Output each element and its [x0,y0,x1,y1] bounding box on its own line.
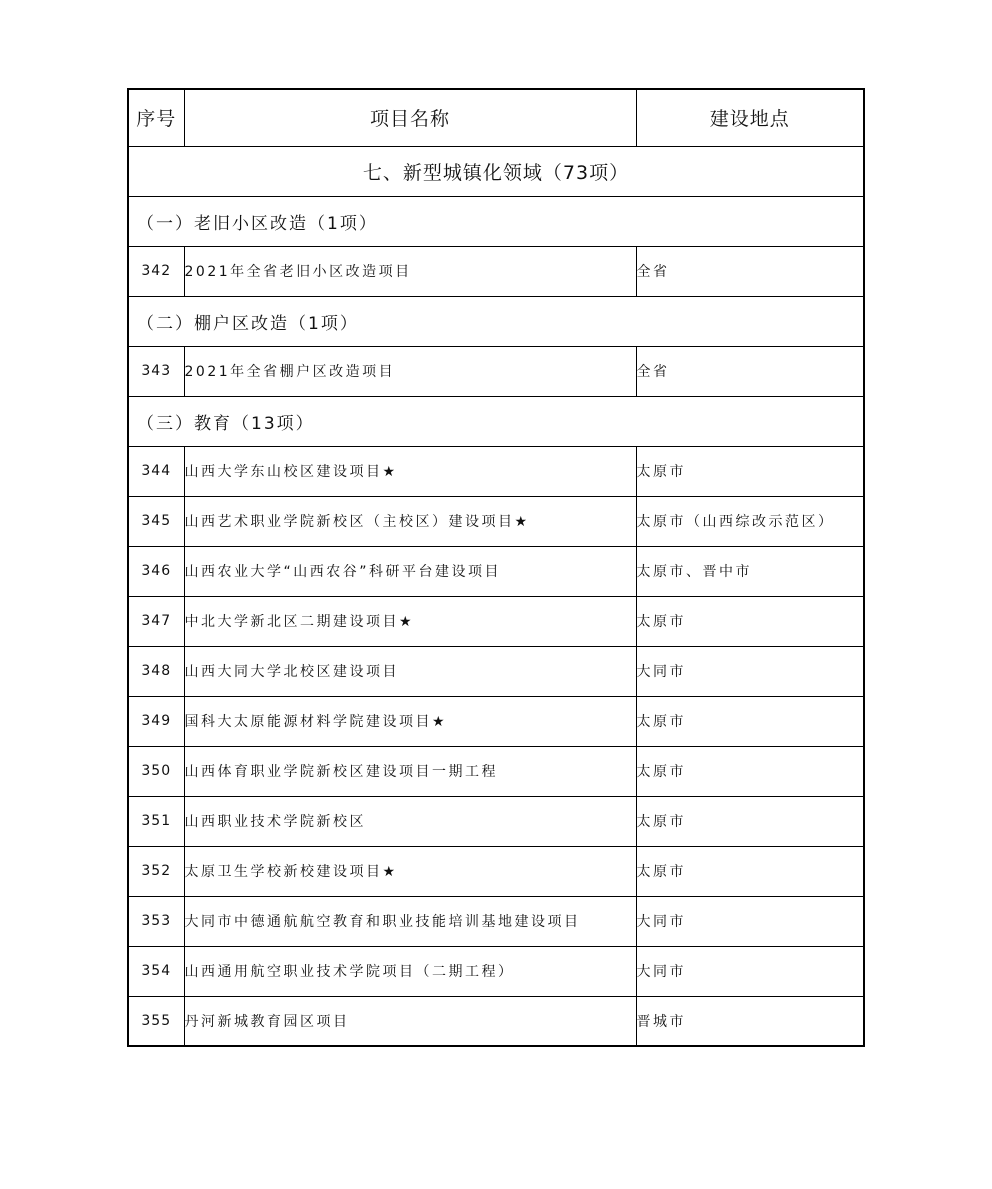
row-number: 354 [128,946,184,996]
project-location: 大同市 [636,896,864,946]
table-row [128,496,864,546]
header-no: 序号 [128,89,184,146]
row-number: 355 [128,996,184,1046]
project-location: 太原市、晋中市 [636,546,864,596]
row-number: 351 [128,796,184,846]
project-location: 全省 [636,246,864,296]
group-row [128,196,864,246]
table-row [128,796,864,846]
project-name: 2021年全省棚户区改造项目 [184,346,636,396]
project-location: 大同市 [636,946,864,996]
group-title: （三）教育（13项） [128,396,864,446]
row-number: 343 [128,346,184,396]
project-name: 国科大太原能源材料学院建设项目★ [184,696,636,746]
project-name: 山西体育职业学院新校区建设项目一期工程 [184,746,636,796]
project-location: 太原市 [636,796,864,846]
table-row [128,996,864,1046]
table-row [128,646,864,696]
group-row [128,296,864,346]
project-name: 山西通用航空职业技术学院项目（二期工程） [184,946,636,996]
project-name: 大同市中德通航航空教育和职业技能培训基地建设项目 [184,896,636,946]
row-number: 348 [128,646,184,696]
project-name: 山西大同大学北校区建设项目 [184,646,636,696]
row-number: 346 [128,546,184,596]
table-row [128,946,864,996]
table-row [128,446,864,496]
table-row [128,846,864,896]
project-location: 大同市 [636,646,864,696]
section-row [128,146,864,196]
header-name: 项目名称 [184,89,636,146]
table-row [128,546,864,596]
project-location: 太原市 [636,446,864,496]
row-number: 349 [128,696,184,746]
table-row [128,696,864,746]
row-number: 347 [128,596,184,646]
group-title: （一）老旧小区改造（1项） [128,196,864,246]
project-name: 山西职业技术学院新校区 [184,796,636,846]
project-name: 2021年全省老旧小区改造项目 [184,246,636,296]
header-row [128,89,864,146]
project-location: 晋城市 [636,996,864,1046]
row-number: 345 [128,496,184,546]
row-number: 344 [128,446,184,496]
table-row [128,246,864,296]
project-location: 太原市（山西综改示范区） [636,496,864,546]
project-location: 太原市 [636,746,864,796]
project-table [127,88,865,1047]
row-number: 352 [128,846,184,896]
table-row [128,596,864,646]
table-row [128,346,864,396]
table-row [128,746,864,796]
row-number: 350 [128,746,184,796]
section-title: 七、新型城镇化领域（73项） [128,146,864,196]
project-name: 山西农业大学“山西农谷”科研平台建设项目 [184,546,636,596]
project-name: 山西艺术职业学院新校区（主校区）建设项目★ [184,496,636,546]
project-location: 太原市 [636,846,864,896]
project-name: 太原卫生学校新校建设项目★ [184,846,636,896]
project-location: 太原市 [636,696,864,746]
row-number: 353 [128,896,184,946]
project-name: 中北大学新北区二期建设项目★ [184,596,636,646]
group-title: （二）棚户区改造（1项） [128,296,864,346]
row-number: 342 [128,246,184,296]
table-row [128,896,864,946]
project-name: 山西大学东山校区建设项目★ [184,446,636,496]
project-location: 全省 [636,346,864,396]
group-row [128,396,864,446]
project-location: 太原市 [636,596,864,646]
project-name: 丹河新城教育园区项目 [184,996,636,1046]
header-location: 建设地点 [636,89,864,146]
